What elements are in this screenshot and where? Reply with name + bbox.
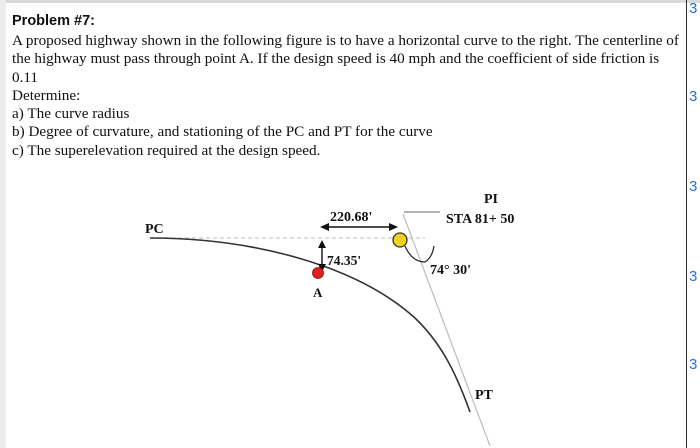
pt-label: PT [475, 388, 493, 403]
dimension-arrowhead-up [318, 240, 326, 248]
edge-mark: 3 [689, 268, 698, 285]
horizontal-distance-label: 220.68' [330, 210, 373, 225]
edge-mark: 3 [689, 178, 698, 195]
pi-station-label: STA 81+ 50 [446, 212, 515, 227]
part-a: a) The curve radius [12, 105, 130, 123]
dimension-arrowhead-right [389, 223, 398, 231]
forward-tangent-line [403, 214, 490, 446]
point-a-marker [313, 268, 324, 279]
part-b: b) Degree of curvature, and stationing of the PC and PT for the curve [12, 123, 433, 141]
deflection-angle-label: 74° 30' [430, 263, 471, 278]
pi-marker [393, 233, 407, 247]
problem-title: Problem #7: [12, 13, 95, 29]
part-c: c) The superelevation required at the design speed. [12, 141, 321, 159]
dimension-arrowhead-left [320, 223, 329, 231]
vertical-offset-label: 74.35' [327, 253, 362, 268]
problem-statement: A proposed highway shown in the following figure is to have a horizontal curve to the right. The centerline of the highway must pass through point A. If the design speed is 40 mph and the coefficient of side friction is 0.11 [12, 32, 679, 86]
edge-mark: 3 [689, 88, 698, 105]
determine-label: Determine: [12, 86, 81, 104]
edge-mark: 3 [689, 0, 698, 17]
pc-label: PC [145, 222, 164, 237]
pi-label: PI [484, 192, 498, 207]
point-a-label: A [313, 285, 323, 300]
edge-mark: 3 [689, 356, 698, 373]
